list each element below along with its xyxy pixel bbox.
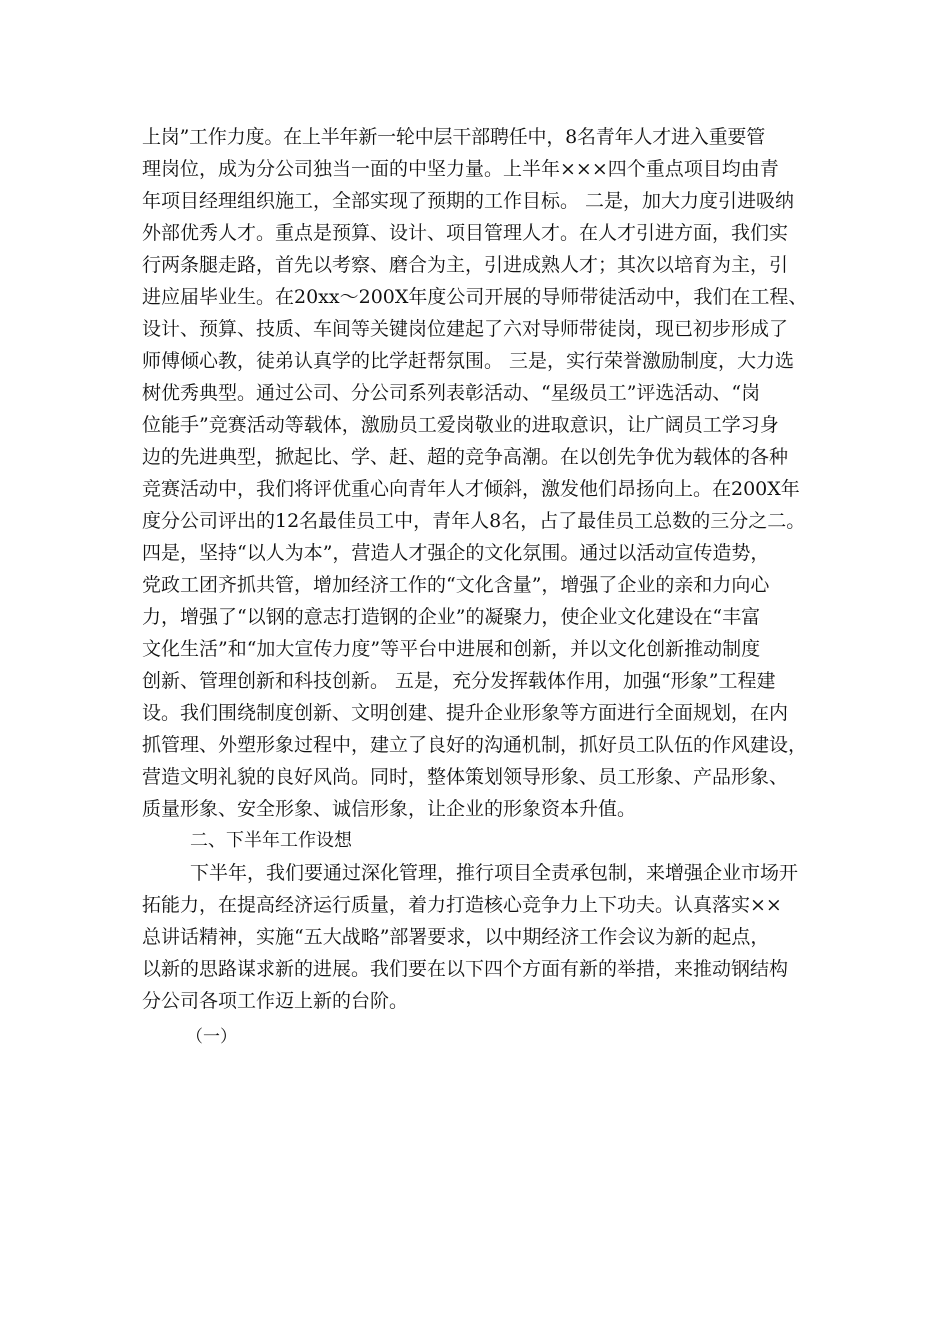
text-line: 上岗”工作力度。在上半年新一轮中层干部聘任中，8名青年人才进入重要管 <box>142 126 766 148</box>
text-line: 分公司各项工作迈上新的台阶。 <box>142 990 409 1012</box>
sub-heading: （一） <box>186 1027 237 1047</box>
text-line: 设。我们围绕制度创新、文明创建、提升企业形象等方面进行全面规划，在内 <box>142 702 789 724</box>
text-line: 年项目经理组织施工，全部实现了预期的工作目标。 二是，加大力度引进吸纳 <box>142 190 795 212</box>
text-line: 创新、管理创新和科技创新。 五是，充分发挥载体作用，加强“形象”工程建 <box>142 670 776 692</box>
text-line: 总讲话精神，实施“五大战略”部署要求，以中期经济工作会议为新的起点， <box>142 926 770 948</box>
text-line: 理岗位，成为分公司独当一面的中坚力量。上半年×××四个重点项目均由青 <box>142 158 779 180</box>
text-line: 进应届毕业生。在20xx～200X年度公司开展的导师带徒活动中，我们在工程、 <box>142 286 808 308</box>
document-body <box>142 121 842 1053</box>
text-line: 位能手”竞赛活动等载体，激励员工爱岗敬业的进取意识，让广阔员工学习身 <box>142 414 779 436</box>
text-line: 度分公司评出的12名最佳员工中，青年人8名，占了最佳员工总数的三分之二。 <box>142 510 806 532</box>
text-line: 质量形象、安全形象、诚信形象，让企业的形象资本升值。 <box>142 798 637 820</box>
text-line: 抓管理、外塑形象过程中，建立了良好的沟通机制，抓好员工队伍的作风建设， <box>142 734 808 756</box>
text-line: 拓能力，在提高经济运行质量，着力打造核心竞争力上下功夫。认真落实×× <box>142 894 782 916</box>
text-line: 行两条腿走路，首先以考察、磨合为主，引进成熟人才；其次以培育为主，引 <box>142 254 789 276</box>
text-line: 边的先进典型，掀起比、学、赶、超的竞争高潮。在以创先争优为载体的各种 <box>142 446 789 468</box>
section-heading: 二、下半年工作设想 <box>190 830 352 851</box>
text-line: 以新的思路谋求新的进展。我们要在以下四个方面有新的举措，来推动钢结构 <box>142 958 789 980</box>
text-line: 文化生活”和“加大宣传力度”等平台中进展和创新，并以文化创新推动制度 <box>142 638 761 660</box>
text-line: 设计、预算、技质、车间等关键岗位建起了六对导师带徒岗，现已初步形成了 <box>142 318 789 340</box>
text-line: 力，增强了“以钢的意志打造钢的企业”的凝聚力，使企业文化建设在“丰富 <box>142 606 761 628</box>
text-line: 师傅倾心教，徒弟认真学的比学赶帮氛围。 三是，实行荣誉激励制度，大力选 <box>142 350 795 372</box>
text-line: 外部优秀人才。重点是预算、设计、项目管理人才。在人才引进方面，我们实 <box>142 222 789 244</box>
text-line: 党政工团齐抓共管，增加经济工作的“文化含量”，增强了企业的亲和力向心 <box>142 574 770 596</box>
text-line: 竞赛活动中，我们将评优重心向青年人才倾斜，激发他们昂扬向上。在200X年 <box>142 478 800 500</box>
text-line: 营造文明礼貌的良好风尚。同时，整体策划领导形象、员工形象、产品形象、 <box>142 766 789 788</box>
text-line: 树优秀典型。通过公司、分公司系列表彰活动、“星级员工”评选活动、“岗 <box>142 382 761 404</box>
text-line: 四是，坚持“以人为本”，营造人才强企的文化氛围。通过以活动宣传造势， <box>142 542 770 564</box>
text-line: 下半年，我们要通过深化管理，推行项目全责承包制，来增强企业市场开 <box>190 862 799 884</box>
